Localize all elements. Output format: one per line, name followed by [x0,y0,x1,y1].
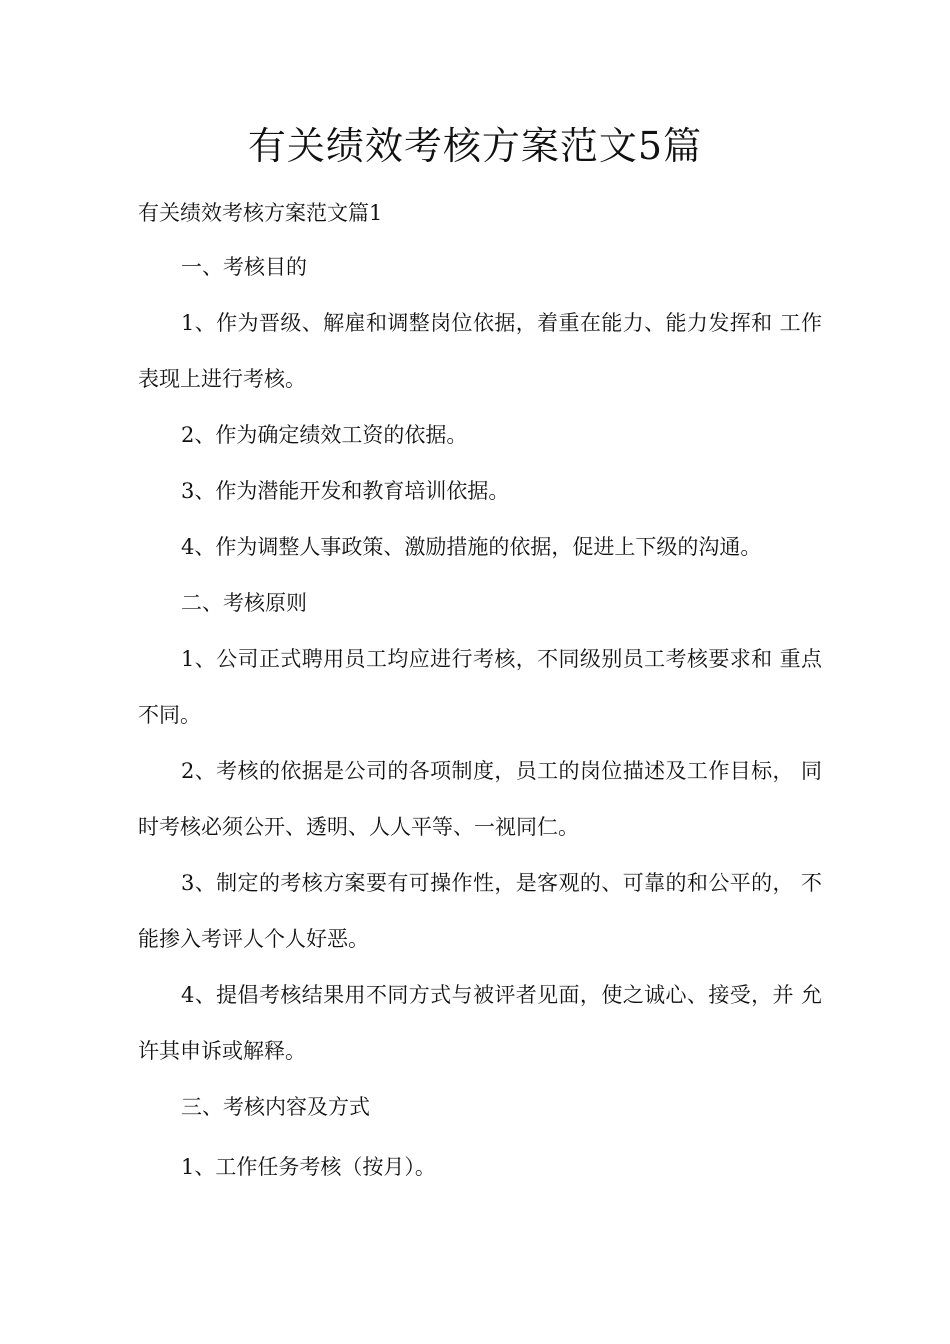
paragraph-line: 不同。 [138,703,201,727]
paragraph-line: 4、提倡考核结果用不同方式与被评者见面，使之诚心、接受，并 允 [181,983,822,1007]
document-subtitle: 有关绩效考核方案范文篇1 [138,201,383,225]
paragraph-line: 1、工作任务考核（按月）。 [181,1155,436,1179]
paragraph-line: 时考核必须公开、透明、人人平等、一视同仁。 [138,815,579,839]
section-heading-content: 三、考核内容及方式 [181,1095,370,1119]
paragraph-line: 表现上进行考核。 [138,367,306,391]
paragraph-line: 2、考核的依据是公司的各项制度，员工的岗位描述及工作目标， 同 [181,759,822,783]
paragraph-line: 1、公司正式聘用员工均应进行考核，不同级别员工考核要求和 重点 [181,647,822,671]
paragraph-line: 2、作为确定绩效工资的依据。 [181,423,468,447]
paragraph-line: 1、作为晋级、解雇和调整岗位依据，着重在能力、能力发挥和 工作 [181,311,822,335]
paragraph-line: 4、作为调整人事政策、激励措施的依据，促进上下级的沟通。 [181,535,762,559]
paragraph-line: 许其申诉或解释。 [138,1039,306,1063]
paragraph-line: 能掺入考评人个人好恶。 [138,927,369,951]
paragraph-line: 3、制定的考核方案要有可操作性，是客观的、可靠的和公平的， 不 [181,871,822,895]
section-heading-principles: 二、考核原则 [181,591,307,615]
section-heading-purpose: 一、考核目的 [181,255,307,279]
paragraph-line: 3、作为潜能开发和教育培训依据。 [181,479,510,503]
document-title: 有关绩效考核方案范文5篇 [247,124,703,168]
